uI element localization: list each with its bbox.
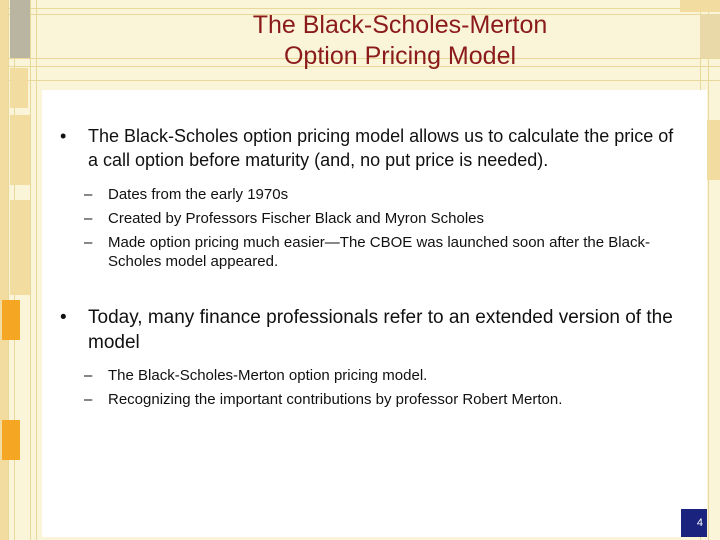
sub-bullet-item xyxy=(54,209,687,228)
dash-icon: – xyxy=(84,234,93,251)
sub-bullet-text: Made option pricing much easier—The CBOE was launched soon after the Black-Scholes model appeared. xyxy=(108,234,650,270)
decor-block xyxy=(10,68,28,108)
bullet-text: The Black-Scholes option pricing model allows us to calculate the price of a call option before maturity (and, no put price is needed). xyxy=(88,126,674,170)
dash-icon: – xyxy=(84,367,93,384)
decor-block xyxy=(706,120,720,180)
slide-title xyxy=(120,10,680,72)
bullet-item xyxy=(54,305,687,355)
frame-line xyxy=(36,0,37,540)
sub-bullet-item xyxy=(54,233,687,271)
title-line-1: The Black-Scholes-Merton xyxy=(252,11,548,39)
title-line-2: Option Pricing Model xyxy=(283,42,517,70)
dash-icon: – xyxy=(84,210,93,227)
frame-line xyxy=(0,8,720,9)
bullet-group-2 xyxy=(54,305,687,409)
dash-icon: – xyxy=(84,391,93,408)
frame-line xyxy=(0,80,720,81)
sub-bullet-text: Dates from the early 1970s xyxy=(108,186,289,203)
decor-block xyxy=(10,0,30,58)
decor-block-orange xyxy=(2,420,20,460)
bullet-item xyxy=(54,124,687,172)
page-number: 4 xyxy=(681,509,707,537)
decor-block xyxy=(10,115,30,185)
bullet-group-1 xyxy=(54,124,687,271)
dash-icon: – xyxy=(84,186,93,203)
sub-bullet-text: The Black-Scholes-Merton option pricing model. xyxy=(108,367,428,384)
decor-block xyxy=(700,14,720,58)
sub-bullet-text: Created by Professors Fischer Black and Myron Scholes xyxy=(108,210,484,227)
sub-bullet-item xyxy=(54,390,687,409)
frame-line xyxy=(30,0,31,540)
frame-line xyxy=(708,0,709,540)
bullet-icon: • xyxy=(60,307,67,328)
content-panel xyxy=(42,90,707,537)
sub-bullet-item xyxy=(54,185,687,204)
decor-block-orange xyxy=(2,300,20,340)
decor-block xyxy=(680,0,720,12)
decor-block xyxy=(10,200,30,295)
sub-bullet-text: Recognizing the important contributions by professor Robert Merton. xyxy=(108,391,563,408)
bullet-text: Today, many finance professionals refer to an extended version of the model xyxy=(88,307,673,353)
bullet-icon: • xyxy=(60,126,67,146)
sub-bullet-item xyxy=(54,366,687,385)
